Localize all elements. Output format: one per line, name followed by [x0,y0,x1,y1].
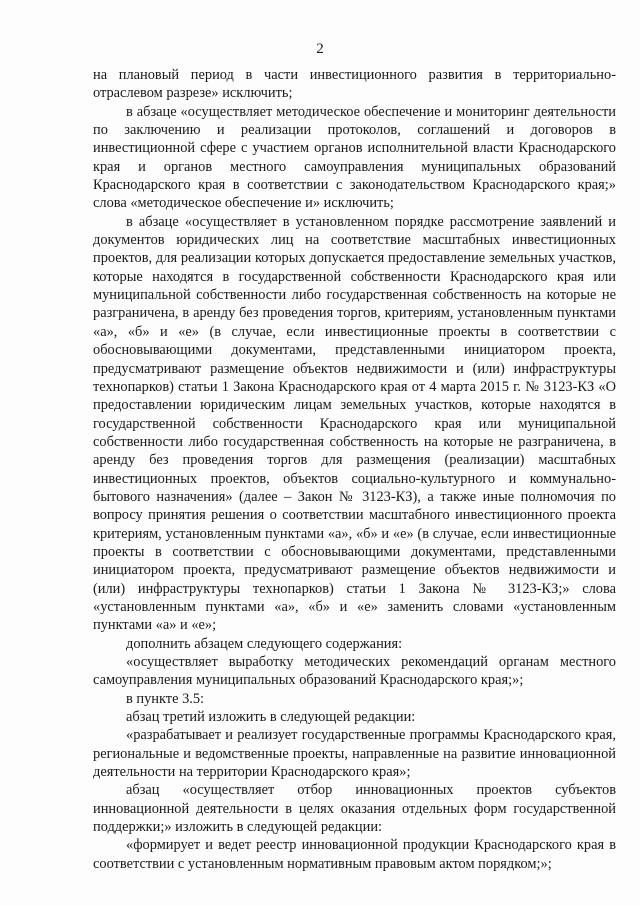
paragraph: в пункте 3.5: [126,690,205,707]
paragraph: «разрабатывает и реализует государственные программы Краснодарского края, региональные и ведомственные проекты, направленные на развитие инновационной деятельности на территории Краснодарского края»; [93,727,616,781]
paragraph: абзац третий изложить в следующей редакции: [126,709,416,726]
paragraph: дополнить абзацем следующего содержания: [126,635,403,652]
page-number: 2 [316,41,324,57]
paragraph: в абзаце «осуществляет методическое обеспечение и мониторинг деятельности по заключению и реализации протоколов, соглашений и договоров в инвестиционной сфере с участием органов исполнительной власти Краснодарского края и органов местного самоуправления муниципальных образований Краснодарского края в соответствии с законодательством Краснодарского края;» слова «методическое обеспечение и» исключить; [93,103,616,212]
paragraph: «формирует и ведет реестр инновационной продукции Краснодарского края в соответствии с установленным нормативным правовым актом порядком;»; [93,837,616,872]
paragraph: абзац «осуществляет отбор инновационных проектов субъектов инновационной деятельности в целях оказания отдельных форм государственной поддержки;» изложить в следующей редакции: [93,782,616,836]
document-body [93,66,616,873]
paragraph: «осуществляет выработку методических рекомендаций органам местного самоуправления муниципальных образований Краснодарского края;»; [93,654,616,689]
paragraph: в абзаце «осуществляет в установленном порядке рассмотрение заявлений и документов юридических лиц на соответствие масштабных инвестиционных проектов, для реализации которых допускается предоставление земельных участков, которые находятся в государственной собственности Краснодарского края или муниципальной собственности либо государственная собственность на которые не разграничена, в аренду без проведения торгов, критериям, установленным пунктами «а», «б» и «е» (в случае, если инвестиционные проекты в соответствии с обосновывающими документами, представленными инициатором проекта, предусматривают размещение объектов недвижимости и (или) инфраструктуры технопарков) статьи 1 Закона Краснодарского края от 4 марта 2015 г. № 3123-КЗ «О предоставлении юридическим лицам земельных участков, которые находятся в государственной собственности Краснодарского края или муниципальной собственности либо государственная собственность на которые не разграничена, в аренду без проведения торгов для размещения (реализации) масштабных инвестиционных проектов, объектов социально-культурного и коммунально-бытового назначения» (далее – Закон № 3123-КЗ), а также иные полномочия по вопросу принятия решения о соответствии масштабного инвестиционного проекта критериям, установленным пунктами «а», «б» и «е» (в случае, если инвестиционные проекты в соответствии с обосновывающими документами, представленными инициатором проекта, предусматривают размещение объектов недвижимости и (или) инфраструктуры технопарков) статьи 1 Закона № 3123-КЗ;» слова «установленным пунктами «а», «б» и «е» заменить словами «установленным пунктами «а» и «е»; [93,213,616,634]
paragraph: на плановый период в части инвестиционного развития в территориально-отраслевом разрезе» исключить; [93,67,616,102]
